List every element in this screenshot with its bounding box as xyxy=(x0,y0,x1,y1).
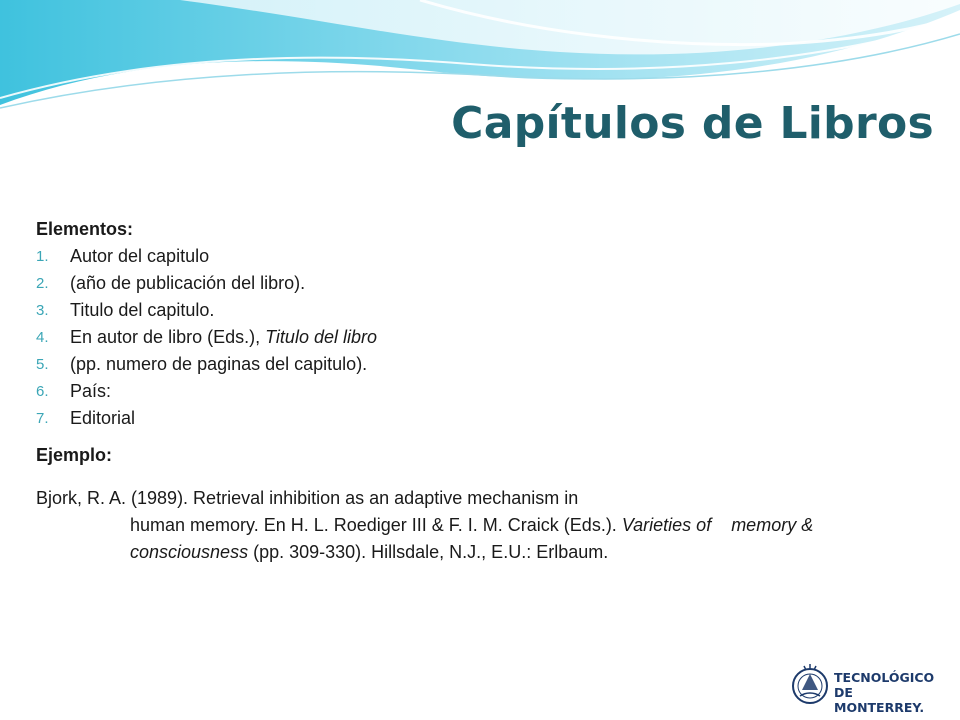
list-item xyxy=(36,405,926,432)
reference-line-3-plain: (pp. 309-330). Hillsdale, N.J., E.U.: Erlbaum. xyxy=(248,542,609,562)
elements-heading: Elementos: xyxy=(36,219,134,239)
logo-line-1: TECNOLÓGICO xyxy=(834,670,935,685)
list-item-number: 1. xyxy=(36,248,49,265)
reference-line-2 xyxy=(36,512,926,539)
list-item xyxy=(36,351,926,378)
slide-title: Capítulos de Libros xyxy=(451,98,934,149)
reference-line-2-plain: human memory. En H. L. Roediger III & F. I. M. Craick (Eds.). xyxy=(130,515,622,535)
list-item xyxy=(36,324,926,351)
reference-line-2-italic: Varieties of memory & xyxy=(621,515,814,535)
elements-list xyxy=(36,243,926,432)
list-item-text: Editorial xyxy=(70,408,136,428)
logo-text xyxy=(834,670,940,715)
list-item xyxy=(36,297,926,324)
list-item-text xyxy=(70,324,377,351)
reference-line-3 xyxy=(36,539,926,566)
list-item xyxy=(36,378,926,405)
reference-line-1: Bjork, R. A. (1989). Retrieval inhibition as an adaptive mechanism in xyxy=(36,488,579,508)
list-item xyxy=(36,243,926,270)
reference-example xyxy=(36,485,926,566)
tecnologico-logo xyxy=(790,656,940,716)
logo-line-2: DE MONTERREY. xyxy=(834,685,925,715)
list-item-number: 7. xyxy=(36,410,49,427)
example-heading: Ejemplo: xyxy=(36,445,113,465)
list-item-text-italic: Titulo del libro xyxy=(265,327,377,347)
institution-seal-icon xyxy=(790,658,830,714)
list-item-text: (año de publicación del libro). xyxy=(70,273,306,293)
list-item-number: 5. xyxy=(36,356,49,373)
slide-body xyxy=(36,216,926,566)
list-item-number: 2. xyxy=(36,275,49,292)
list-item xyxy=(36,270,926,297)
list-item-text: País: xyxy=(70,381,112,401)
list-item-text-plain: En autor de libro (Eds.), xyxy=(70,327,266,347)
list-item-number: 4. xyxy=(36,329,49,346)
list-item-text: Autor del capitulo xyxy=(70,246,210,266)
reference-line-3-italic: consciousness xyxy=(130,542,249,562)
list-item-number: 6. xyxy=(36,383,49,400)
list-item-number: 3. xyxy=(36,302,49,319)
list-item-text: Titulo del capitulo. xyxy=(70,300,215,320)
list-item-text: (pp. numero de paginas del capitulo). xyxy=(70,354,368,374)
